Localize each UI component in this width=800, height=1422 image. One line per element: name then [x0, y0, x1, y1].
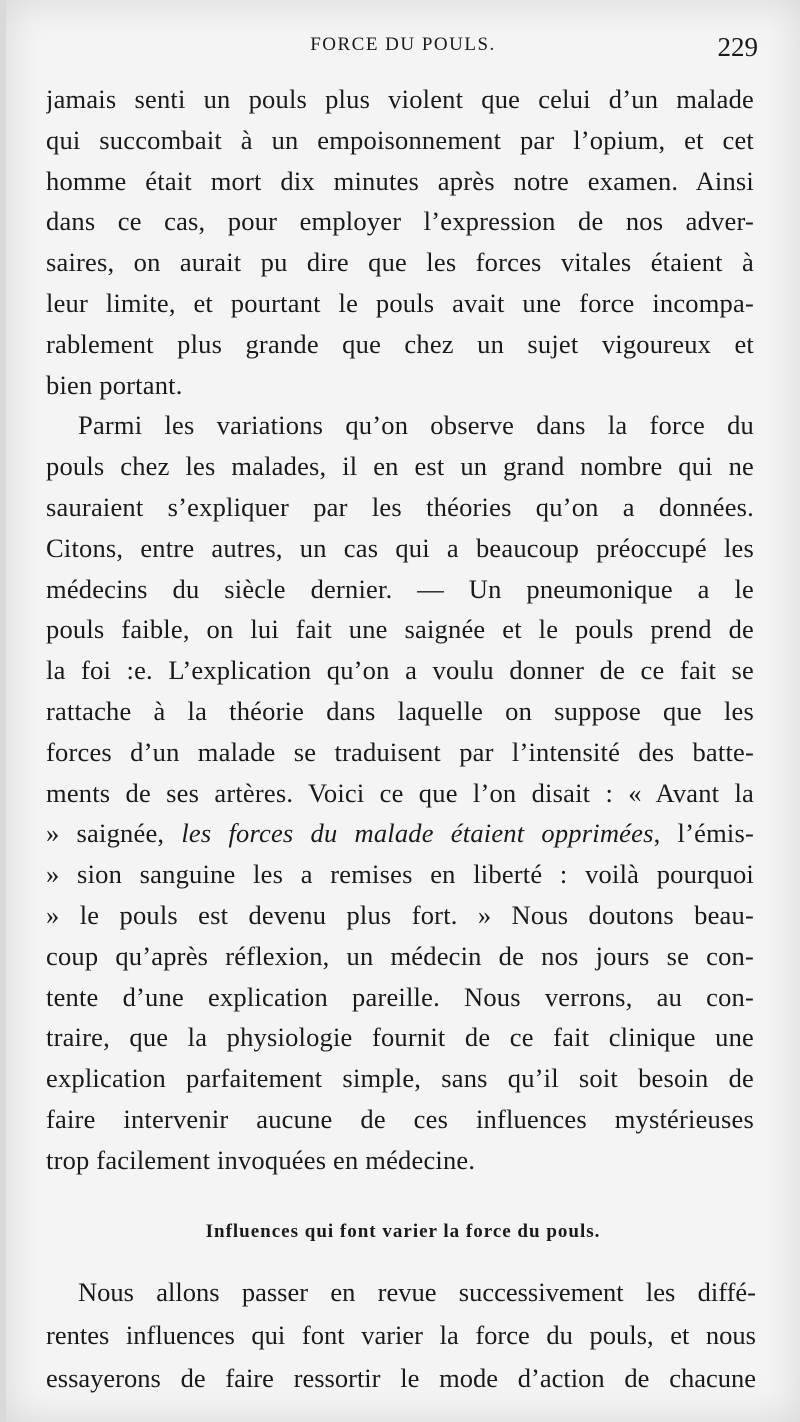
text-line: bien portant.	[46, 369, 183, 400]
text-line: rentes influences qui font varier la force du pouls, et nous	[46, 1320, 756, 1350]
quote-suffix: , l’émis-	[653, 818, 754, 849]
text-line: rablement plus grande que chez un sujet vigoureux et	[46, 328, 754, 359]
section-heading: Influences qui font varier la force du pouls.	[205, 1221, 601, 1242]
book-page	[6, 0, 800, 1422]
page-header	[6, 34, 800, 64]
text-line: Citons, entre autres, un cas qui a beaucoup préoccupé les	[46, 532, 754, 563]
quote-prefix: » saignée,	[46, 818, 182, 849]
text-line: pouls chez les malades, il en est un grand nombre qui ne	[46, 451, 754, 482]
text-line: traire, que la physiologie fournit de ce fait clinique une	[46, 1022, 754, 1053]
text-line: » sion sanguine les a remises en liberté : voilà pourquoi	[46, 859, 754, 890]
text-line: Parmi les variations qu’on observe dans la force du	[78, 410, 754, 441]
text-line: qui succombait à un empoisonnement par l’opium, et cet	[46, 124, 754, 155]
text-line: saires, on aurait pu dire que les forces vitales étaient à	[46, 247, 754, 278]
body-text	[46, 79, 754, 1181]
text-line: leur limite, et pourtant le pouls avait une force incompa-	[46, 287, 754, 318]
text-line: ments de ses artères. Voici ce que l’on disait : « Avant la	[46, 777, 754, 808]
text-line: explication parfaitement simple, sans qu’il soit besoin de	[46, 1063, 754, 1094]
text-line: jamais senti un pouls plus violent que celui d’un malade	[46, 84, 754, 114]
text-line: essayerons de faire ressortir le mode d’action de chacune	[46, 1363, 756, 1393]
text-line: Nous allons passer en revue successivement les diffé-	[78, 1277, 756, 1307]
text-line: la foi :e. L’explication qu’on a voulu donner de ce fait se	[46, 655, 754, 686]
text-line: coup qu’après réflexion, un médecin de nos jours se con-	[46, 940, 754, 971]
text-line: pouls faible, on lui fait une saignée et le pouls prend de	[46, 614, 754, 645]
text-line: homme était mort dix minutes après notre examen. Ainsi	[46, 165, 754, 196]
running-title: FORCE DU POULS.	[310, 34, 496, 55]
text-line: faire intervenir aucune de ces influences mystérieuses	[46, 1103, 754, 1134]
text-line: tente d’une explication pareille. Nous verrons, au con-	[46, 981, 754, 1012]
quote-line	[46, 813, 754, 854]
italic-phrase: les forces du malade étaient opprimées	[181, 818, 654, 849]
text-line: » le pouls est devenu plus fort. » Nous doutons beau-	[46, 899, 754, 930]
closing-paragraph	[46, 1271, 756, 1400]
page-number: 229	[717, 32, 758, 62]
text-line: médecins du siècle dernier. — Un pneumonique a le	[46, 573, 754, 604]
text-line: sauraient s’expliquer par les théories qu’on a données.	[46, 491, 754, 522]
text-line: dans ce cas, pour employer l’expression de nos adver-	[46, 206, 754, 237]
text-line: forces d’un malade se traduisent par l’intensité des batte-	[46, 736, 754, 767]
text-line: trop facilement invoquées en médecine.	[46, 1144, 476, 1175]
text-line: rattache à la théorie dans laquelle on suppose que les	[46, 695, 754, 726]
